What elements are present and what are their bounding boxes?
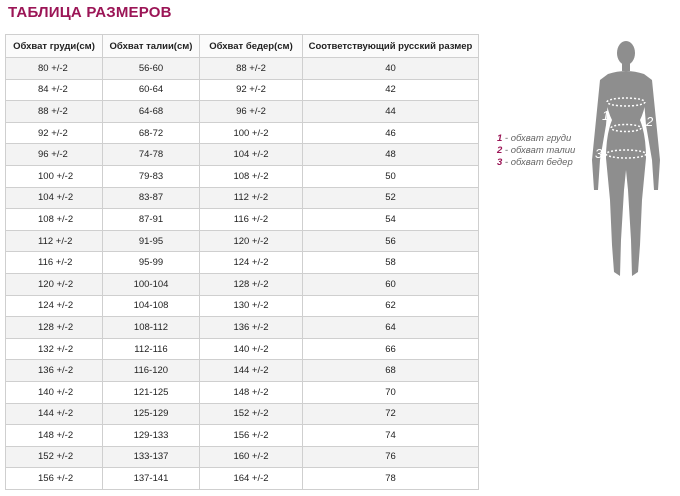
table-row	[6, 165, 479, 187]
cell-russian-size: 44	[303, 101, 479, 123]
cell-russian-size: 78	[303, 468, 479, 490]
table-row	[6, 317, 479, 339]
cell-chest: 80 +/-2	[6, 58, 103, 80]
cell-waist: 133-137	[103, 446, 200, 468]
cell-hips: 116 +/-2	[200, 209, 303, 231]
cell-hips: 112 +/-2	[200, 187, 303, 209]
cell-russian-size: 76	[303, 446, 479, 468]
cell-hips: 136 +/-2	[200, 317, 303, 339]
cell-chest: 116 +/-2	[6, 252, 103, 274]
column-header-waist: Обхват талии(см)	[103, 35, 200, 58]
cell-chest: 120 +/-2	[6, 273, 103, 295]
column-header-chest: Обхват груди(см)	[6, 35, 103, 58]
cell-waist: 100-104	[103, 273, 200, 295]
cell-hips: 88 +/-2	[200, 58, 303, 80]
cell-waist: 83-87	[103, 187, 200, 209]
cell-russian-size: 66	[303, 338, 479, 360]
measurement-legend	[497, 133, 575, 169]
column-header-hips: Обхват бедер(см)	[200, 35, 303, 58]
cell-russian-size: 40	[303, 58, 479, 80]
cell-hips: 96 +/-2	[200, 101, 303, 123]
legend-item-waist: 2 - обхват талии	[497, 145, 576, 156]
cell-waist: 91-95	[103, 230, 200, 252]
table-row	[6, 252, 479, 274]
cell-russian-size: 62	[303, 295, 479, 317]
cell-chest: 84 +/-2	[6, 79, 103, 101]
cell-russian-size: 56	[303, 230, 479, 252]
table-row	[6, 273, 479, 295]
cell-hips: 160 +/-2	[200, 446, 303, 468]
cell-chest: 124 +/-2	[6, 295, 103, 317]
cell-hips: 130 +/-2	[200, 295, 303, 317]
cell-russian-size: 42	[303, 79, 479, 101]
cell-hips: 140 +/-2	[200, 338, 303, 360]
cell-chest: 152 +/-2	[6, 446, 103, 468]
legend-item-chest: 1 - обхват груди	[497, 133, 572, 144]
cell-hips: 124 +/-2	[200, 252, 303, 274]
cell-russian-size: 46	[303, 122, 479, 144]
table-row	[6, 403, 479, 425]
cell-chest: 156 +/-2	[6, 468, 103, 490]
table-row	[6, 338, 479, 360]
cell-chest: 104 +/-2	[6, 187, 103, 209]
cell-hips: 152 +/-2	[200, 403, 303, 425]
cell-hips: 144 +/-2	[200, 360, 303, 382]
cell-russian-size: 52	[303, 187, 479, 209]
cell-russian-size: 72	[303, 403, 479, 425]
cell-waist: 121-125	[103, 381, 200, 403]
table-row	[6, 187, 479, 209]
cell-waist: 60-64	[103, 79, 200, 101]
legend-item-hips: 3 - обхват бедер	[497, 157, 573, 168]
marker-2: 2	[646, 114, 654, 129]
table-row	[6, 360, 479, 382]
table-row	[6, 381, 479, 403]
cell-russian-size: 60	[303, 273, 479, 295]
cell-hips: 100 +/-2	[200, 122, 303, 144]
cell-hips: 148 +/-2	[200, 381, 303, 403]
cell-waist: 64-68	[103, 101, 200, 123]
cell-hips: 156 +/-2	[200, 425, 303, 447]
body-silhouette-figure	[586, 40, 666, 285]
cell-hips: 120 +/-2	[200, 230, 303, 252]
cell-hips: 92 +/-2	[200, 79, 303, 101]
cell-russian-size: 74	[303, 425, 479, 447]
cell-hips: 128 +/-2	[200, 273, 303, 295]
table-row	[6, 122, 479, 144]
table-row	[6, 144, 479, 166]
cell-waist: 137-141	[103, 468, 200, 490]
cell-waist: 125-129	[103, 403, 200, 425]
cell-chest: 88 +/-2	[6, 101, 103, 123]
table-row	[6, 101, 479, 123]
cell-waist: 104-108	[103, 295, 200, 317]
table-row	[6, 79, 479, 101]
table-row	[6, 230, 479, 252]
cell-waist: 79-83	[103, 165, 200, 187]
cell-chest: 92 +/-2	[6, 122, 103, 144]
cell-chest: 96 +/-2	[6, 144, 103, 166]
table-row	[6, 468, 479, 490]
cell-chest: 132 +/-2	[6, 338, 103, 360]
cell-russian-size: 68	[303, 360, 479, 382]
cell-chest: 144 +/-2	[6, 403, 103, 425]
cell-chest: 108 +/-2	[6, 209, 103, 231]
cell-chest: 148 +/-2	[6, 425, 103, 447]
cell-waist: 56-60	[103, 58, 200, 80]
cell-waist: 68-72	[103, 122, 200, 144]
cell-russian-size: 58	[303, 252, 479, 274]
cell-waist: 108-112	[103, 317, 200, 339]
cell-hips: 164 +/-2	[200, 468, 303, 490]
marker-3: 3	[595, 146, 603, 161]
cell-waist: 74-78	[103, 144, 200, 166]
cell-hips: 108 +/-2	[200, 165, 303, 187]
table-row	[6, 446, 479, 468]
table-header-row	[6, 35, 479, 58]
table-row	[6, 425, 479, 447]
cell-russian-size: 54	[303, 209, 479, 231]
cell-waist: 116-120	[103, 360, 200, 382]
cell-waist: 129-133	[103, 425, 200, 447]
cell-russian-size: 50	[303, 165, 479, 187]
table-row	[6, 209, 479, 231]
cell-chest: 100 +/-2	[6, 165, 103, 187]
page-title: ТАБЛИЦА РАЗМЕРОВ	[8, 4, 172, 21]
cell-waist: 112-116	[103, 338, 200, 360]
cell-hips: 104 +/-2	[200, 144, 303, 166]
cell-chest: 136 +/-2	[6, 360, 103, 382]
cell-chest: 140 +/-2	[6, 381, 103, 403]
column-header-russian-size: Соответствующий русский размер	[303, 35, 479, 58]
cell-chest: 128 +/-2	[6, 317, 103, 339]
cell-chest: 112 +/-2	[6, 230, 103, 252]
cell-waist: 87-91	[103, 209, 200, 231]
table-row	[6, 295, 479, 317]
cell-russian-size: 70	[303, 381, 479, 403]
cell-russian-size: 48	[303, 144, 479, 166]
size-table	[5, 34, 479, 490]
table-row	[6, 58, 479, 80]
cell-russian-size: 64	[303, 317, 479, 339]
cell-waist: 95-99	[103, 252, 200, 274]
marker-1: 1	[602, 108, 610, 123]
